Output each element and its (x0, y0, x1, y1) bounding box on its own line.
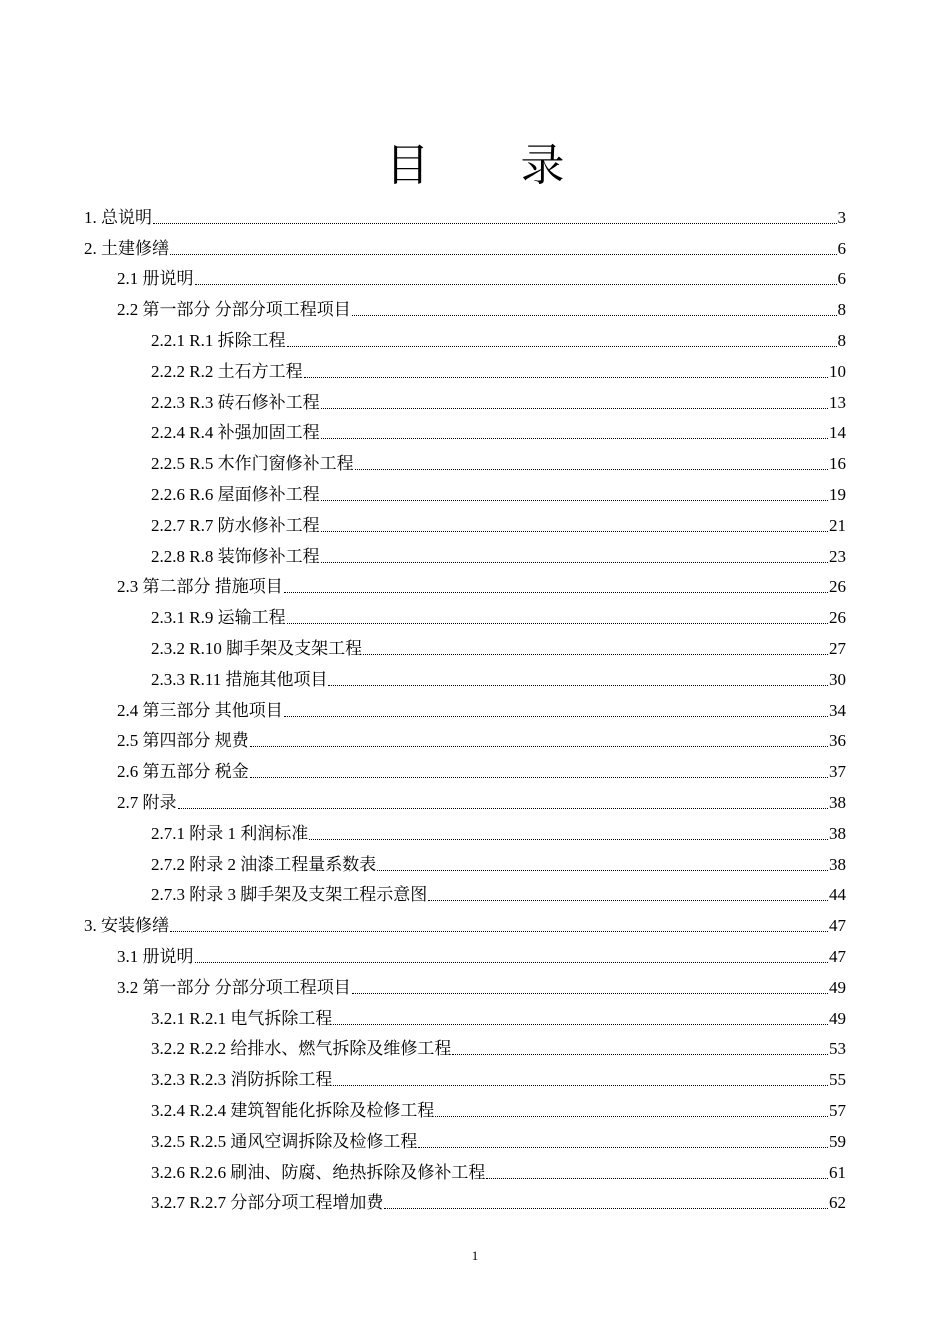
toc-dot-leader (321, 408, 828, 409)
toc-entry[interactable] (0, 229, 950, 260)
toc-entry[interactable] (0, 198, 950, 229)
toc-entry[interactable] (0, 475, 950, 506)
toc-entry-label: 2.2.7 R.7 防水修补工程 (151, 515, 320, 535)
toc-entry-label: 3.2.5 R.2.5 通风空调拆除及检修工程 (151, 1131, 418, 1151)
toc-entry-page: 10 (829, 361, 846, 381)
toc-entry[interactable] (0, 660, 950, 691)
toc-entry-page: 23 (829, 546, 846, 566)
toc-entry-page: 19 (829, 484, 846, 504)
toc-dot-leader (333, 1024, 828, 1025)
toc-entry-page: 16 (829, 454, 846, 474)
toc-dot-leader (363, 654, 828, 655)
toc-entry-label: 3.2.2 R.2.2 给排水、燃气拆除及维修工程 (151, 1039, 452, 1059)
toc-dot-leader (321, 500, 828, 501)
toc-entry-page: 38 (829, 792, 846, 812)
toc-dot-leader (355, 469, 828, 470)
toc-entry-page: 26 (829, 577, 846, 597)
toc-entry-page: 47 (829, 916, 846, 936)
toc-dot-leader (178, 808, 829, 809)
toc-dot-leader (284, 716, 828, 717)
toc-entry-page: 36 (829, 731, 846, 751)
toc-entry-page: 49 (829, 977, 846, 997)
toc-entry-label: 2.6 第五部分 税金 (117, 762, 249, 782)
toc-entry[interactable] (0, 537, 950, 568)
toc-entry-label: 2.3 第二部分 措施项目 (117, 577, 283, 597)
toc-entry-label: 2.1 册说明 (117, 269, 194, 289)
toc-entry-page: 30 (829, 669, 846, 689)
toc-dot-leader (170, 254, 837, 255)
toc-dot-leader (321, 562, 828, 563)
toc-entry-label: 2.2.3 R.3 砖石修补工程 (151, 392, 320, 412)
toc-entry-page: 44 (829, 885, 846, 905)
toc-entry[interactable] (0, 506, 950, 537)
toc-entry-page: 38 (829, 854, 846, 874)
toc-dot-leader (195, 962, 829, 963)
toc-entry-page: 49 (829, 1008, 846, 1028)
toc-entry-label: 2.7.3 附录 3 脚手架及支架工程示意图 (151, 885, 428, 905)
toc-dot-leader (377, 870, 828, 871)
toc-entry[interactable] (0, 598, 950, 629)
toc-entry-label: 2.3.1 R.9 运输工程 (151, 608, 286, 628)
toc-dot-leader (384, 1208, 828, 1209)
toc-entry-page: 62 (829, 1193, 846, 1213)
toc-dot-leader (153, 223, 837, 224)
toc-entry-page: 8 (837, 330, 846, 350)
toc-entry[interactable] (0, 383, 950, 414)
toc-dot-leader (352, 315, 837, 316)
toc-dot-leader (309, 839, 828, 840)
toc-entry[interactable] (0, 752, 950, 783)
toc-entry-label: 3. 安装修缮 (84, 916, 169, 936)
toc-entry-page: 14 (829, 423, 846, 443)
toc-entry[interactable] (0, 876, 950, 907)
toc-entry[interactable] (0, 691, 950, 722)
toc-entry-label: 2.5 第四部分 规费 (117, 731, 249, 751)
toc-entry-label: 2.2 第一部分 分部分项工程项目 (117, 300, 351, 320)
toc-entry-label: 1. 总说明 (84, 207, 152, 227)
toc-entry-label: 3.2.4 R.2.4 建筑智能化拆除及检修工程 (151, 1100, 435, 1120)
toc-dot-leader (195, 284, 837, 285)
toc-dot-leader (321, 438, 828, 439)
toc-entry-label: 3.2.6 R.2.6 刷油、防腐、绝热拆除及修补工程 (151, 1162, 486, 1182)
toc-entry[interactable] (0, 783, 950, 814)
toc-entry-label: 2.2.5 R.5 木作门窗修补工程 (151, 454, 354, 474)
toc-entry[interactable] (0, 999, 950, 1030)
toc-entry-label: 2.2.8 R.8 装饰修补工程 (151, 546, 320, 566)
toc-entry-label: 2.7.1 附录 1 利润标准 (151, 823, 309, 843)
toc-entry-label: 2.2.4 R.4 补强加固工程 (151, 423, 320, 443)
toc-entry[interactable] (0, 352, 950, 383)
toc-entry-label: 2. 土建修缮 (84, 238, 169, 258)
toc-dot-leader (284, 592, 828, 593)
toc-entry[interactable] (0, 722, 950, 753)
toc-dot-leader (321, 531, 828, 532)
toc-entry[interactable] (0, 290, 950, 321)
toc-dot-leader (486, 1178, 828, 1179)
toc-dot-leader (170, 931, 828, 932)
document-title: 目 录 (385, 141, 605, 190)
toc-entry-page: 61 (829, 1162, 846, 1182)
toc-entry[interactable] (0, 1153, 950, 1184)
toc-dot-leader (418, 1147, 828, 1148)
toc-entry-page: 38 (829, 823, 846, 843)
toc-entry[interactable] (0, 1122, 950, 1153)
toc-dot-leader (287, 346, 837, 347)
toc-dot-leader (435, 1116, 828, 1117)
toc-dot-leader (428, 900, 828, 901)
toc-dot-leader (352, 993, 828, 994)
toc-entry-page: 27 (829, 638, 846, 658)
toc-entry-page: 8 (837, 300, 846, 320)
page-number: 1 (471, 1248, 479, 1263)
toc-entry-page: 34 (829, 700, 846, 720)
toc-entry-page: 6 (837, 269, 846, 289)
toc-entry-label: 2.4 第三部分 其他项目 (117, 700, 283, 720)
toc-entry-label: 2.2.6 R.6 屋面修补工程 (151, 484, 320, 504)
toc-entry[interactable] (0, 1091, 950, 1122)
toc-entry[interactable] (0, 1184, 950, 1215)
toc-entry-label: 3.2.7 R.2.7 分部分项工程增加费 (151, 1193, 384, 1213)
toc-entry-label: 3.2.3 R.2.3 消防拆除工程 (151, 1070, 333, 1090)
toc-entry-page: 21 (829, 515, 846, 535)
toc-entry-page: 37 (829, 762, 846, 782)
toc-dot-leader (250, 746, 828, 747)
toc-entry[interactable] (0, 814, 950, 845)
toc-dot-leader (304, 377, 828, 378)
table-of-contents (0, 198, 950, 1214)
toc-entry-page: 6 (837, 238, 846, 258)
toc-entry[interactable] (0, 444, 950, 475)
toc-entry-label: 3.2.1 R.2.1 电气拆除工程 (151, 1008, 333, 1028)
toc-entry-label: 3.1 册说明 (117, 946, 194, 966)
toc-entry[interactable] (0, 629, 950, 660)
toc-entry[interactable] (0, 845, 950, 876)
toc-entry-label: 2.3.3 R.11 措施其他项目 (151, 669, 328, 689)
toc-dot-leader (328, 685, 828, 686)
toc-entry-label: 2.3.2 R.10 脚手架及支架工程 (151, 638, 363, 658)
toc-dot-leader (333, 1085, 828, 1086)
toc-entry-page: 26 (829, 608, 846, 628)
toc-entry-page: 57 (829, 1100, 846, 1120)
toc-entry-page: 59 (829, 1131, 846, 1151)
toc-dot-leader (287, 623, 828, 624)
toc-entry[interactable] (0, 937, 950, 968)
toc-entry-label: 2.2.2 R.2 土石方工程 (151, 361, 303, 381)
toc-entry-label: 3.2 第一部分 分部分项工程项目 (117, 977, 351, 997)
toc-entry[interactable] (0, 1030, 950, 1061)
toc-entry-page: 53 (829, 1039, 846, 1059)
toc-entry[interactable] (0, 414, 950, 445)
toc-entry-page: 3 (837, 207, 846, 227)
toc-dot-leader (452, 1054, 828, 1055)
toc-entry[interactable] (0, 321, 950, 352)
toc-entry-page: 47 (829, 946, 846, 966)
toc-entry[interactable] (0, 260, 950, 291)
toc-entry-label: 2.7 附录 (117, 792, 177, 812)
toc-entry-page: 13 (829, 392, 846, 412)
toc-entry[interactable] (0, 906, 950, 937)
toc-entry-label: 2.2.1 R.1 拆除工程 (151, 330, 286, 350)
toc-entry[interactable] (0, 968, 950, 999)
toc-entry-page: 55 (829, 1070, 846, 1090)
toc-entry-label: 2.7.2 附录 2 油漆工程量系数表 (151, 854, 377, 874)
toc-entry[interactable] (0, 1060, 950, 1091)
toc-entry[interactable] (0, 568, 950, 599)
toc-dot-leader (250, 777, 828, 778)
